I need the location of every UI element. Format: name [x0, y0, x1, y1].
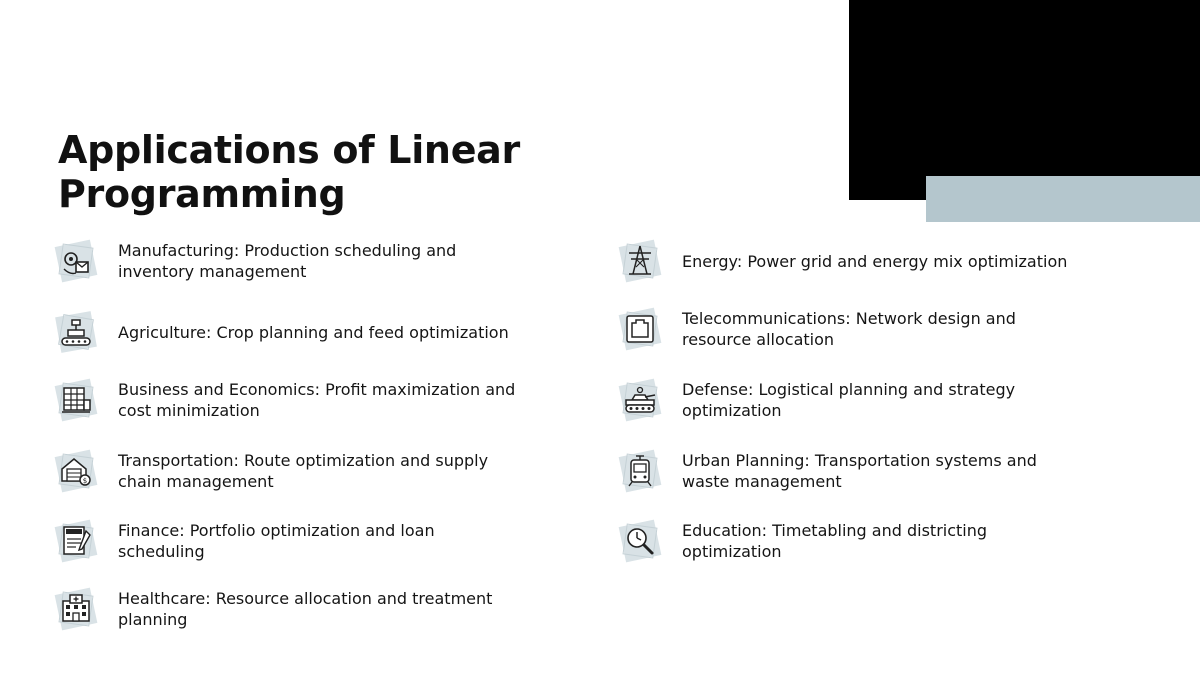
list-item-label: Transportation: Route optimization and supply chain management: [118, 451, 489, 491]
list-item-label: Telecommunications: Network design and resource allocation: [682, 309, 1016, 349]
tram-icon: [616, 447, 664, 495]
decorative-blue-bar: [926, 176, 1200, 222]
decorative-black-block: [849, 0, 1200, 200]
clock-search-icon: [616, 517, 664, 565]
network-port-icon: [616, 305, 664, 353]
slide-title: Applications of Linear Programming: [58, 128, 520, 216]
list-item-label: Agriculture: Crop planning and feed optimization: [118, 322, 509, 342]
list-item-label: Manufacturing: Production scheduling and inventory management: [118, 241, 457, 281]
list-item-transportation: [52, 446, 518, 496]
list-item-finance: [52, 516, 518, 566]
list-item-manufacturing: [52, 236, 518, 286]
list-item-business: [52, 375, 518, 425]
cash-register-icon: [52, 376, 100, 424]
list-item-label: Education: Timetabling and districting optimization: [682, 521, 988, 561]
power-tower-icon: [616, 237, 664, 285]
list-item-label: Defense: Logistical planning and strategy optimization: [682, 380, 1016, 420]
list-item-label: Energy: Power grid and energy mix optimization: [682, 251, 1068, 271]
list-item-label: Healthcare: Resource allocation and treatment planning: [118, 589, 493, 629]
warehouse-icon: [52, 447, 100, 495]
list-item-energy: [616, 236, 1082, 286]
list-item-label: Urban Planning: Transportation systems and waste management: [682, 451, 1037, 491]
list-item-defense: [616, 375, 1082, 425]
list-item-healthcare: [52, 584, 518, 634]
conveyor-icon: [52, 308, 100, 356]
svg-text:$: $: [82, 477, 88, 485]
manufacturing-icon: [52, 237, 100, 285]
loan-document-icon: [52, 517, 100, 565]
list-item-telecommunications: [616, 304, 1082, 354]
list-item-label: Finance: Portfolio optimization and loan scheduling: [118, 521, 435, 561]
tank-icon: [616, 376, 664, 424]
list-item-education: [616, 516, 1082, 566]
list-item-label: Business and Economics: Profit maximization and cost minimization: [118, 380, 516, 420]
hospital-icon: [52, 585, 100, 633]
list-item-urban-planning: [616, 446, 1082, 496]
list-item-agriculture: [52, 307, 518, 357]
